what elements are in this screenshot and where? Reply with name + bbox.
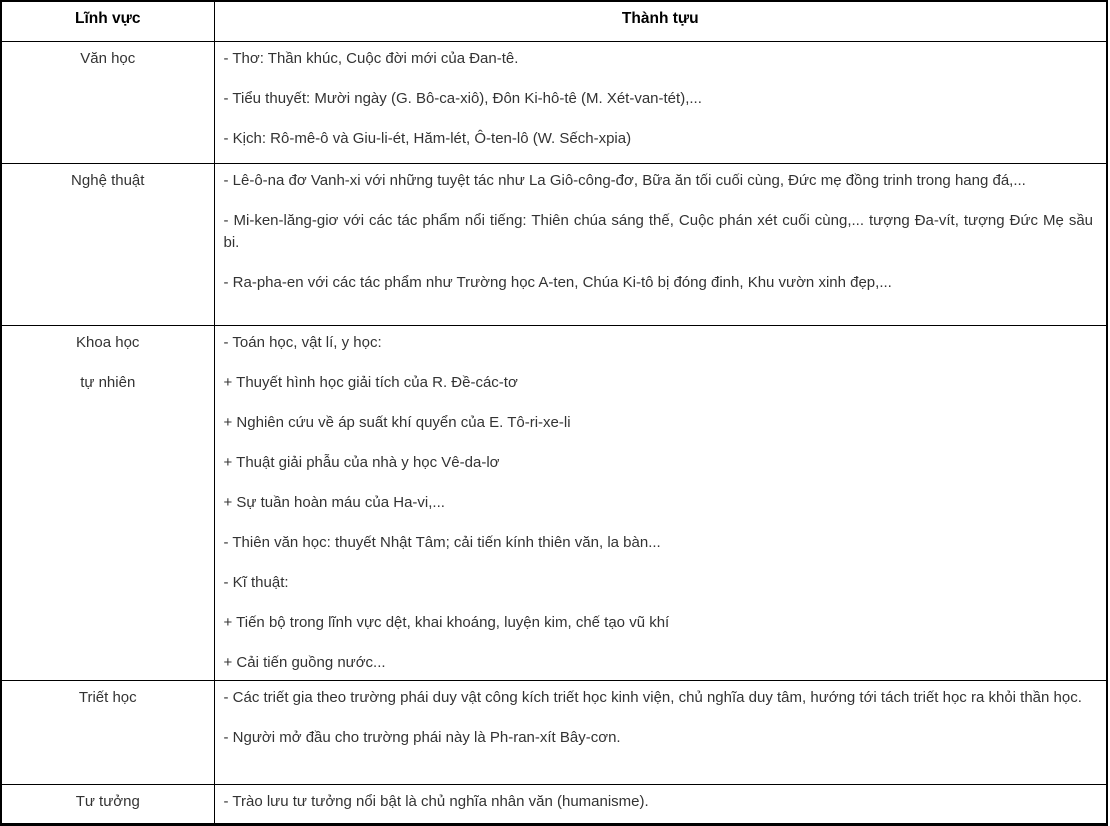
field-label: tự nhiên xyxy=(80,373,136,391)
achievement-item: - Thiên văn học: thuyết Nhật Tâm; cải tiến kính thiên văn, la bàn... xyxy=(223,533,661,551)
achievement-item: - Kịch: Rô-mê-ô và Giu-li-ét, Hăm-lét, Ô-ten-lô (W. Sếch-xpia) xyxy=(223,129,632,147)
achievement-item: - Kĩ thuật: xyxy=(223,573,289,591)
table-row-khoa-hoc-tu-nhien xyxy=(1,325,1107,680)
achievement-item: - Ra-pha-en với các tác phẩm như Trường học A-ten, Chúa Ki-tô bị đóng đinh, Khu vườn xinh đẹp,... xyxy=(223,273,892,291)
field-cell-van-hoc xyxy=(1,41,214,163)
field-cell-triet-hoc xyxy=(1,680,214,784)
achievement-item: - Mi-ken-lăng-giơ với các tác phẩm nổi tiếng: Thiên chúa sáng thế, Cuộc phán xét cuối cùng,... tượng Đa-vít, tượng Đức Mẹ sầu bi. xyxy=(223,211,1093,251)
achievement-item: - Người mở đầu cho trường phái này là Ph-ran-xít Bây-cơn. xyxy=(223,728,621,746)
achievement-item: - Các triết gia theo trường phái duy vật công kích triết học kinh viện, chủ nghĩa duy tâm, hướng tới tách triết học ra khỏi thần học. xyxy=(223,688,1082,706)
field-cell-nghe-thuat xyxy=(1,163,214,325)
column-header-achievements: Thành tựu xyxy=(214,1,1107,41)
field-label: Tư tưởng xyxy=(75,792,140,810)
achievement-item: - Tiểu thuyết: Mười ngày (G. Bô-ca-xiô), Đôn Ki-hô-tê (M. Xét-van-tét),... xyxy=(223,89,702,107)
achievement-item: + Thuyết hình học giải tích của R. Đề-các-tơ xyxy=(223,373,518,391)
field-cell-tu-tuong xyxy=(1,784,214,824)
table-row-triet-hoc xyxy=(1,680,1107,784)
achievement-item: + Nghiên cứu về áp suất khí quyển của E. Tô-ri-xe-li xyxy=(223,413,571,431)
table-header-row xyxy=(1,1,1107,41)
table-row-nghe-thuat xyxy=(1,163,1107,325)
achievement-item: - Toán học, vật lí, y học: xyxy=(223,333,382,351)
achievement-item: - Lê-ô-na đơ Vanh-xi với những tuyệt tác như La Giô-công-đơ, Bữa ăn tối cuối cùng, Đức mẹ đồng trinh trong hang đá,... xyxy=(223,171,1026,189)
field-label: Văn học xyxy=(80,49,136,67)
achievement-item: - Trào lưu tư tưởng nổi bật là chủ nghĩa nhân văn (humanisme). xyxy=(223,792,649,810)
field-label: Triết học xyxy=(78,688,137,706)
achievements-cell-van-hoc xyxy=(214,41,1107,163)
achievement-item: + Thuật giải phẫu của nhà y học Vê-da-lơ xyxy=(223,453,500,471)
achievements-cell-tu-tuong xyxy=(214,784,1107,824)
achievements-cell-khoa-hoc-tu-nhien xyxy=(214,325,1107,680)
achievement-item: + Sự tuần hoàn máu của Ha-vi,... xyxy=(223,493,445,511)
field-label: Khoa học xyxy=(76,333,140,351)
achievement-item: + Cải tiến guồng nước... xyxy=(223,653,386,671)
achievement-item: - Thơ: Thần khúc, Cuộc đời mới của Đan-tê. xyxy=(223,49,519,67)
achievement-item: + Tiến bộ trong lĩnh vực dệt, khai khoáng, luyện kim, chế tạo vũ khí xyxy=(223,613,670,631)
achievements-cell-triet-hoc xyxy=(214,680,1107,784)
column-header-field: Lĩnh vực xyxy=(1,1,214,41)
field-label: Nghệ thuật xyxy=(71,171,145,189)
achievements-cell-nghe-thuat xyxy=(214,163,1107,325)
field-cell-khoa-hoc-tu-nhien xyxy=(1,325,214,680)
table-row-van-hoc xyxy=(1,41,1107,163)
table-row-tu-tuong xyxy=(1,784,1107,824)
